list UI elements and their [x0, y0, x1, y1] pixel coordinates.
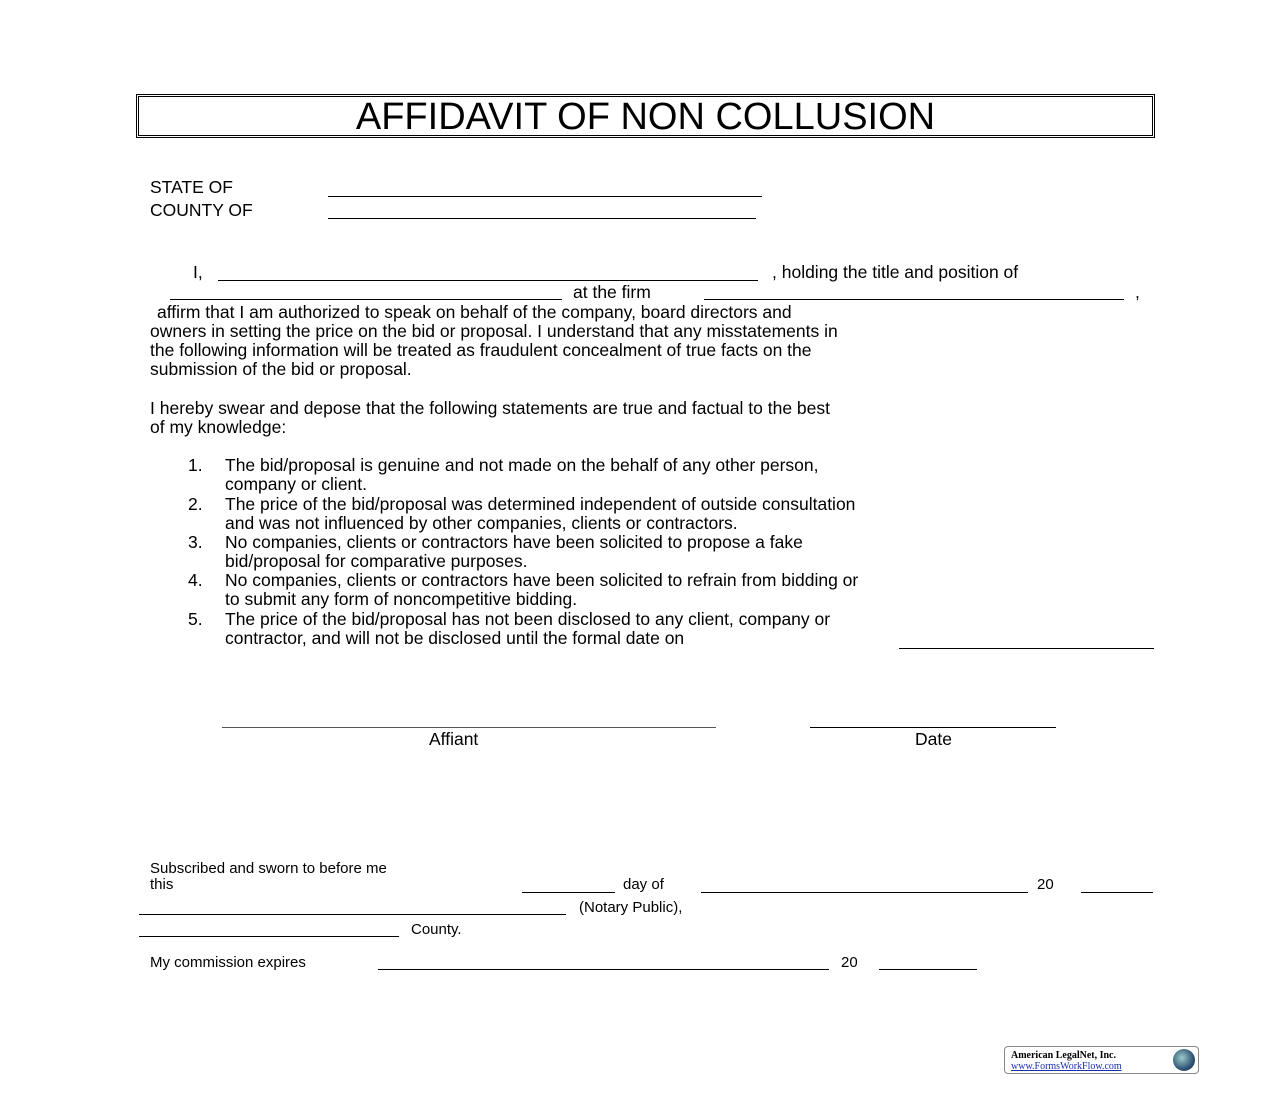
- swear-line: I hereby swear and depose that the following statements are true and factual to the best: [150, 398, 831, 418]
- county-suffix-label: County.: [411, 921, 462, 938]
- state-field[interactable]: [328, 196, 762, 197]
- intro-line: the following information will be treated as fraudulent concealment of true facts on the: [150, 340, 812, 360]
- name-field[interactable]: [218, 280, 758, 281]
- item-number: 3.: [188, 532, 203, 552]
- logo-url[interactable]: www.FormsWorkFlow.com: [1011, 1061, 1122, 1072]
- item-line: to submit any form of noncompetitive bidding.: [225, 589, 578, 609]
- title-field[interactable]: [170, 299, 562, 300]
- intro-line: submission of the bid or proposal.: [150, 359, 412, 379]
- state-label: STATE OF: [150, 177, 233, 197]
- commission-date-field[interactable]: [378, 969, 829, 970]
- disclosure-date-field[interactable]: [899, 648, 1154, 649]
- notary-public-label: (Notary Public),: [579, 899, 683, 916]
- swear-line: of my knowledge:: [150, 417, 287, 437]
- firm-field[interactable]: [704, 299, 1124, 300]
- item-number: 5.: [188, 609, 203, 629]
- date-field[interactable]: [810, 727, 1056, 728]
- item-line: The bid/proposal is genuine and not made on the behalf of any other person,: [225, 455, 819, 475]
- logo-name: American LegalNet, Inc.: [1011, 1050, 1116, 1061]
- intro-line: owners in setting the price on the bid or proposal. I understand that any misstatements in: [150, 321, 838, 341]
- intro-at-firm: at the firm: [573, 282, 651, 302]
- affiant-label: Affiant: [429, 729, 479, 749]
- intro-i: I,: [193, 262, 203, 282]
- item-line: No companies, clients or contractors have been solicited to propose a fake: [225, 532, 803, 552]
- item-line: bid/proposal for comparative purposes.: [225, 551, 528, 571]
- globe-icon: [1173, 1049, 1195, 1071]
- item-line: The price of the bid/proposal has not been disclosed to any client, company or: [225, 609, 831, 629]
- item-number: 2.: [188, 494, 203, 514]
- year-field[interactable]: [1081, 892, 1153, 893]
- date-label: Date: [915, 729, 952, 749]
- item-number: 4.: [188, 570, 203, 590]
- item-line: company or client.: [225, 474, 368, 494]
- day-field[interactable]: [522, 892, 615, 893]
- item-line: No companies, clients or contractors have been solicited to refrain from bidding or: [225, 570, 859, 590]
- notary-county-field[interactable]: [139, 936, 399, 937]
- comma: ,: [1135, 282, 1140, 302]
- item-line: The price of the bid/proposal was determined independent of outside consultation: [225, 494, 856, 514]
- notary-public-field[interactable]: [139, 914, 566, 915]
- county-label: COUNTY OF: [150, 200, 253, 220]
- affiant-signature-field[interactable]: [222, 727, 716, 728]
- document-title: AFFIDAVIT OF NON COLLUSION: [136, 94, 1155, 138]
- this-label: this: [150, 876, 174, 893]
- commission-year-prefix: 20: [841, 954, 858, 971]
- item-line: contractor, and will not be disclosed until the formal date on: [225, 628, 685, 648]
- item-line: and was not influenced by other companies, clients or contractors.: [225, 513, 738, 533]
- commission-label: My commission expires: [150, 954, 306, 971]
- commission-year-field[interactable]: [879, 969, 977, 970]
- intro-holding: , holding the title and position of: [772, 262, 1019, 282]
- intro-line: affirm that I am authorized to speak on behalf of the company, board directors and: [157, 302, 792, 322]
- item-number: 1.: [188, 455, 203, 475]
- american-legalnet-logo: [1004, 1046, 1199, 1074]
- county-field[interactable]: [328, 218, 756, 219]
- day-of-label: day of: [623, 876, 664, 893]
- month-field[interactable]: [701, 892, 1028, 893]
- year-prefix: 20: [1037, 876, 1054, 893]
- subscribed-label: Subscribed and sworn to before me: [150, 860, 387, 877]
